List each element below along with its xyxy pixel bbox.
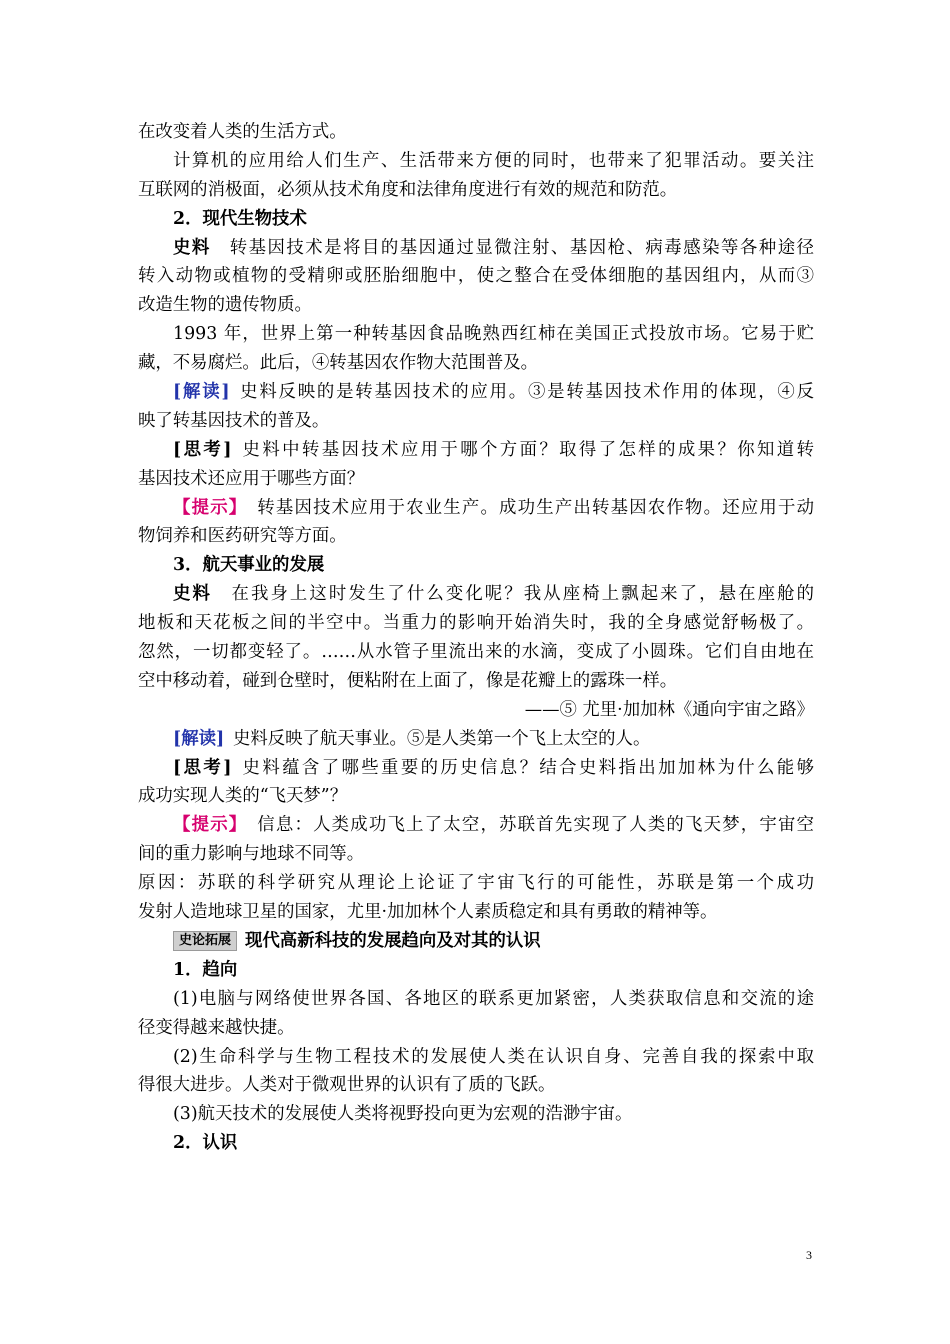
thinking-line [138, 754, 814, 783]
hint-label: 【提示】 [173, 497, 248, 518]
hint-text: 信息：人类成功飞上了太空，苏联首先实现了人类的飞天梦，宇宙空 [256, 815, 814, 836]
interpretation-line [138, 378, 814, 407]
text-line: (2)生命科学与生物工程技术的发展使人类在认识自身、完善自我的探索中取 [173, 1046, 814, 1067]
text-line: 得很大进步。人类对于微观世界的认识有了质的飞跃。 [138, 1075, 556, 1096]
text-line: 转入动物或植物的受精卵或胚胎细胞中，使之整合在受体细胞的基因组内，从而③ [138, 266, 814, 287]
subsection-heading: 1．趋向 [173, 959, 238, 980]
text-line: 藏，不易腐烂。此后，④转基因农作物大范围普及。 [138, 353, 538, 374]
text-line: 忽然，一切都变轻了。……从水管子里流出来的水滴，变成了小圆珠。它们自由地在 [138, 642, 814, 663]
hint-text: 转基因技术应用于农业生产。成功生产出转基因农作物。还应用于动 [256, 497, 814, 518]
source-line [138, 580, 814, 609]
text-line: 成功实现人类的“飞天梦”？ [138, 786, 348, 807]
text-line: 映了转基因技术的普及。 [138, 410, 330, 431]
text-line: 发射人造地球卫星的国家，尤里·加加林个人素质稳定和具有勇敢的精神等。 [138, 902, 718, 923]
thinking-label: [思考] [173, 757, 232, 778]
text-line: 改造生物的遗传物质。 [138, 295, 312, 316]
hint-line [138, 811, 814, 840]
text-line: 互联网的消极面，必须从技术角度和法律角度进行有效的规范和防范。 [138, 179, 678, 200]
interpretation-label: [解读] [173, 382, 230, 403]
extension-title: 现代高新科技的发展趋向及对其的认识 [245, 930, 541, 951]
hint-label: 【提示】 [173, 815, 248, 836]
interpretation-text: 史料反映的是转基因技术的应用。③是转基因技术作用的体现，④反 [238, 382, 814, 403]
extension-heading [138, 927, 814, 956]
source-line [138, 234, 814, 263]
source-label: 史料 [173, 237, 211, 258]
source-label: 史料 [173, 584, 212, 605]
text-line: 物饲养和医药研究等方面。 [138, 526, 347, 547]
text-line: (3)航天技术的发展使人类将视野投向更为宏观的浩渺宇宙。 [173, 1104, 633, 1125]
interpretation-label: [解读] [173, 728, 225, 749]
hint-line [138, 494, 814, 523]
text-line: 地板和天花板之间的半空中。当重力的影响开始消失时，我的全身感觉舒畅极了。 [138, 613, 814, 634]
text-line: 径变得越来越快捷。 [138, 1017, 295, 1038]
thinking-label: [思考] [173, 439, 232, 460]
extension-badge: 史论拓展 [173, 931, 237, 951]
text-line: 计算机的应用给人们生产、生活带来方便的同时，也带来了犯罪活动。要关注 [173, 150, 814, 171]
subsection-heading: 2．认识 [173, 1133, 238, 1154]
document-body [138, 118, 814, 1158]
text-line: (1)电脑与网络使世界各国、各地区的联系更加紧密，人类获取信息和交流的途 [173, 988, 814, 1009]
citation-line: ——⑤ 尤里·加加林《通向宇宙之路》 [524, 699, 814, 720]
text-line: 空中移动着，碰到仓壁时，便粘附在上面了，像是花瓣上的露珠一样。 [138, 670, 678, 691]
thinking-text: 史料中转基因技术应用于哪个方面？取得了怎样的成果？你知道转 [240, 439, 814, 460]
text-line: 基因技术还应用于哪些方面？ [138, 468, 365, 489]
section-heading: 3．航天事业的发展 [173, 555, 325, 576]
interpretation-line [138, 725, 814, 754]
text-line: 1993 年，世界上第一种转基因食品晚熟西红柿在美国正式投放市场。它易于贮 [173, 324, 814, 345]
interpretation-text: 史料反映了航天事业。⑤是人类第一个飞上太空的人。 [232, 728, 651, 749]
source-text: 在我身上这时发生了什么变化呢？我从座椅上飘起来了，悬在座舱的 [229, 584, 814, 605]
thinking-text: 史料蕴含了哪些重要的历史信息？结合史料指出加加林为什么能够 [240, 757, 814, 778]
thinking-line [138, 436, 814, 465]
page-number: 3 [806, 1248, 812, 1262]
text-line: 原因：苏联的科学研究从理论上论证了宇宙飞行的可能性，苏联是第一个成功 [138, 873, 814, 894]
source-text: 转基因技术是将目的基因通过显微注射、基因枪、病毒感染等各种途径 [228, 237, 814, 258]
text-line: 间的重力影响与地球不同等。 [138, 844, 365, 865]
section-heading: 2．现代生物技术 [173, 208, 307, 229]
text-line: 在改变着人类的生活方式。 [138, 122, 347, 142]
